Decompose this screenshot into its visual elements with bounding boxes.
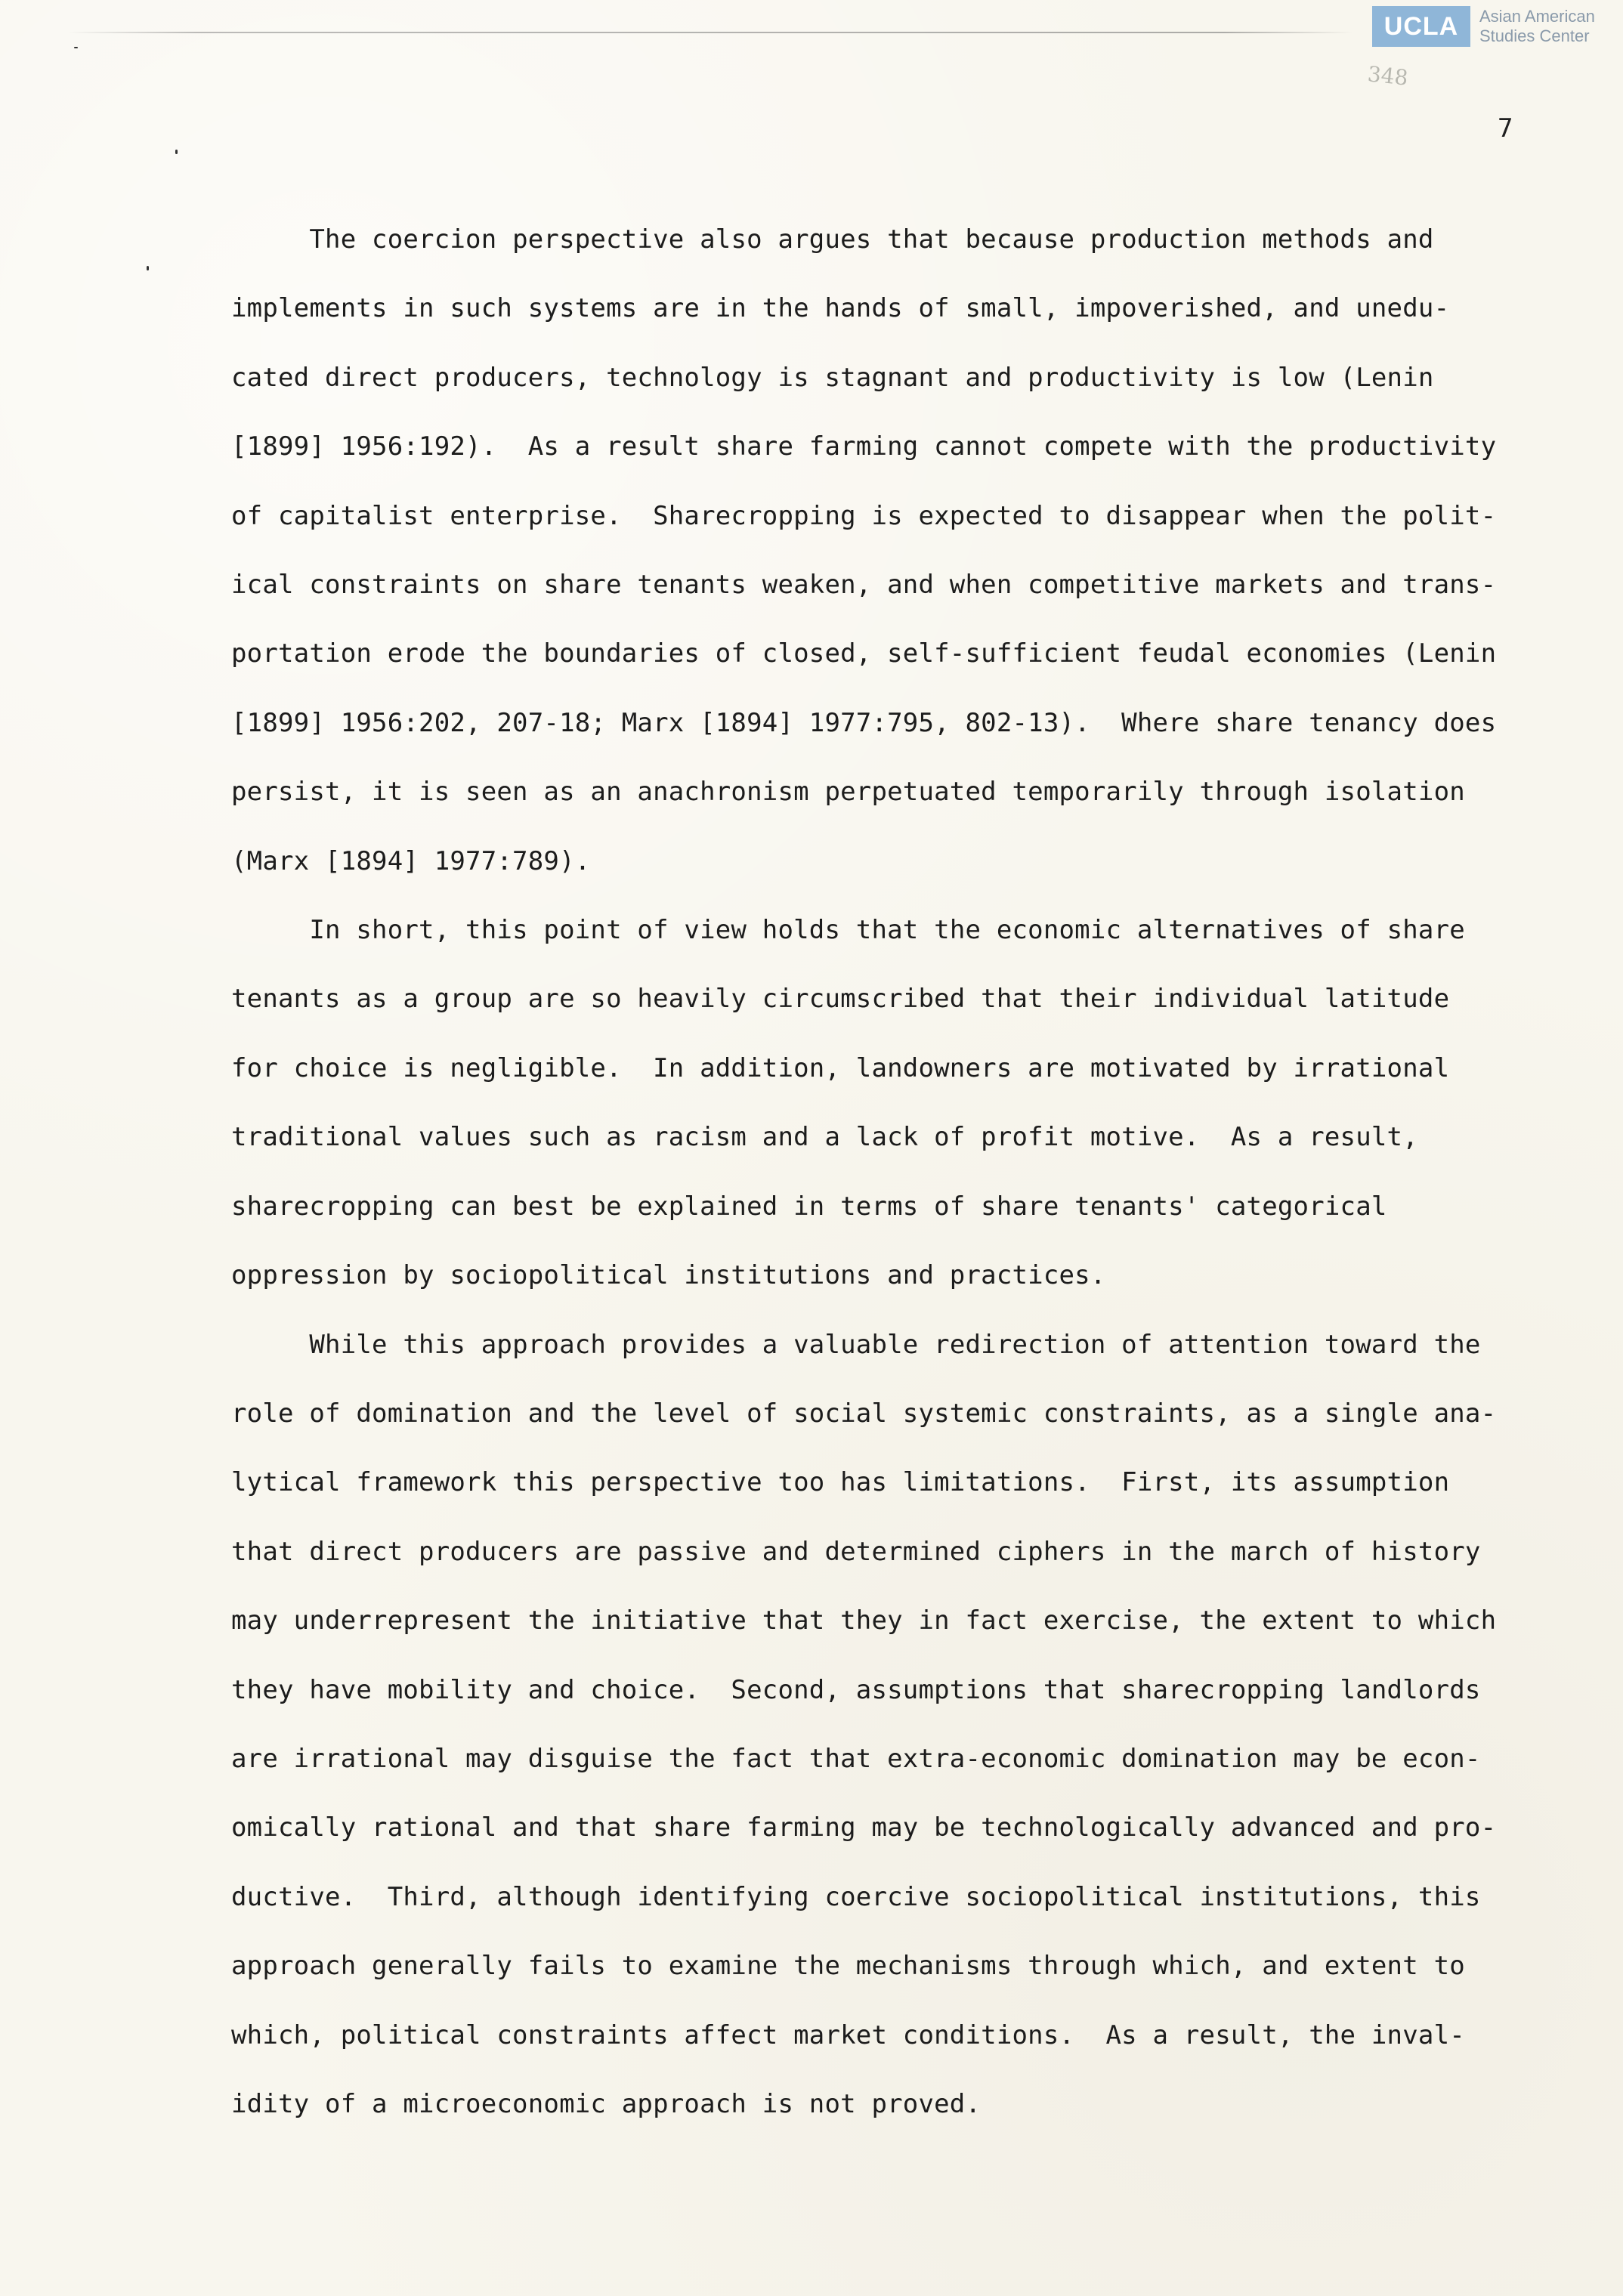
archive-badge [1372, 6, 1595, 47]
archive-label-line-2: Studies Center [1479, 26, 1590, 45]
scan-speck [147, 266, 149, 270]
ucla-logo: UCLA [1372, 6, 1470, 47]
scan-speck [175, 150, 178, 154]
paragraph-in-short: In short, this point of view holds that the economic alternatives of share tenants as a group are so heavily circumscribed that their individual latitude for choice is negligible. In addition, landowners are motivated by irrational traditional values such as racism and a lack of profit motive. As a result, sharecropping can best be explained in terms of share tenants' categorical oppression by sociopolitical institutions and practices. [231, 915, 1465, 1291]
archive-label [1479, 7, 1595, 46]
paragraph-coercion-perspective: The coercion perspective also argues that because production methods and implements in such systems are in the hands of small, impoverished, and unedu- cated direct producers, technology is stagnant and productivity is low (Lenin [1899] 1956:192). As a result share farming cannot compete with the productivity of capitalist enterprise. Sharecropping is expected to disappear when the polit- ical constraints on share tenants weaken, and when competitive markets and trans- portation erode the boundaries of closed, self-sufficient feudal economies (Lenin [1899] 1956:202, 207-18; Marx [1894] 1977:795, 802-13). Where share tenancy does persist, it is seen as an anachronism perpetuated temporarily through isolation (Marx [1894] 1977:789). [231, 224, 1497, 876]
document-body [231, 205, 1508, 2139]
scan-speck [74, 47, 78, 48]
page-number: 7 [1498, 113, 1513, 144]
top-scan-line [68, 32, 1352, 33]
handwritten-page-mark: 348 [1366, 61, 1410, 91]
paragraph-limitations: While this approach provides a valuable redirection of attention toward the role of domination and the level of social systemic constraints, as a single ana- lytical framework this perspective too has limitations. First, its assumption that direct producers are passive and determined ciphers in the march of history may underrepresent the initiative that they in fact exercise, the extent to which they have mobility and choice. Second, assumptions that sharecropping landlords are irrational may disguise the fact that extra-economic domination may be econ- omically rational and that share farming may be technologically advanced and pro- ductive. Third, although identifying coercive sociopolitical institutions, this approach generally fails to examine the mechanisms through which, and extent to which, political constraints affect market conditions. As a result, the inval- idity of a microeconomic approach is not proved. [231, 1329, 1497, 2119]
archive-label-line-1: Asian American [1479, 7, 1595, 26]
